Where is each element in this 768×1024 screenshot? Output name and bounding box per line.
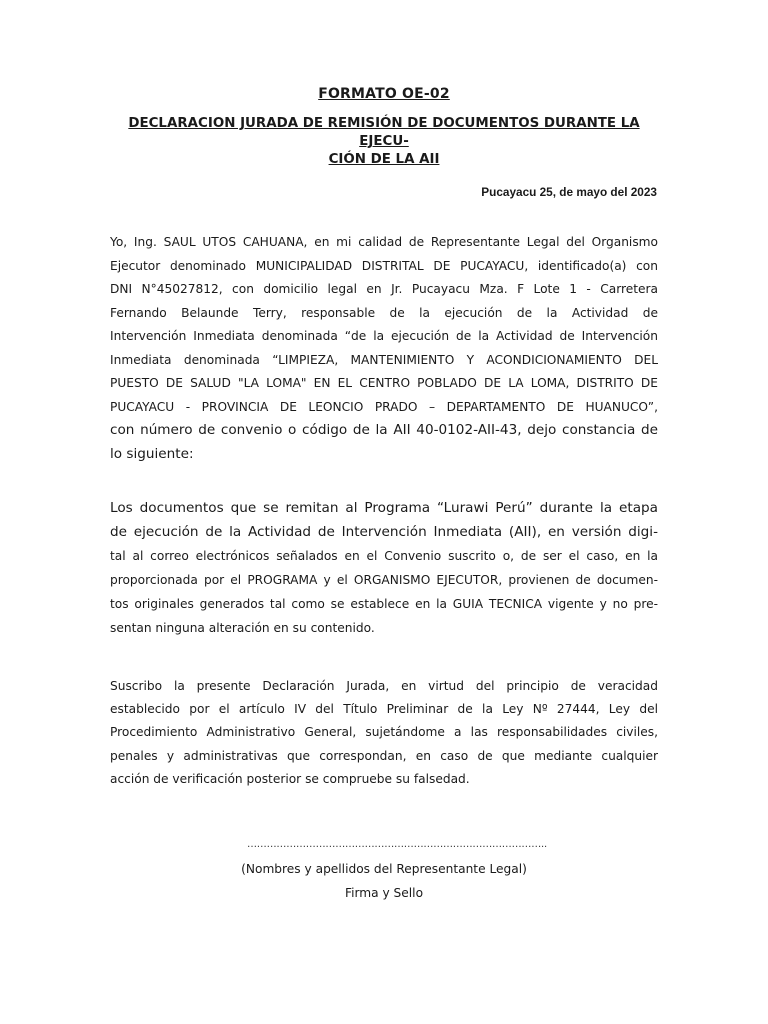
paragraph-line: con número de convenio o código de la AII 40-0102-AII-43, dejo constancia de	[110, 422, 658, 438]
paragraph-line: Suscribo la presente Declaración Jurada, en virtud del principio de veracidad	[110, 679, 658, 693]
paragraph-line: Procedimiento Administrativo General, sujetándome a las responsabilidades civiles,	[110, 725, 658, 740]
date-line: Pucayacu 25, de mayo del 2023	[481, 185, 657, 199]
format-title: FORMATO OE-02	[318, 86, 450, 102]
signature-name-caption: (Nombres y apellidos del Representante Legal)	[241, 862, 527, 876]
paragraph-line: tos originales generados tal como se establece en la GUIA TECNICA vigente y no pre-	[110, 597, 658, 611]
paragraph-line: DNI N°45027812, con domicilio legal en Jr. Pucayacu Mza. F Lote 1 - Carretera	[110, 282, 658, 296]
paragraph-line: proporcionada por el PROGRAMA y el ORGANISMO EJECUTOR, provienen de documen-	[110, 573, 658, 587]
paragraph-line: establecido por el artículo IV del Título Preliminar de la Ley Nº 27444, Ley del	[110, 702, 658, 717]
paragraph-line: Intervención Inmediata denominada “de la ejecución de la Actividad de Intervención	[110, 329, 658, 343]
paragraph-line: Ejecutor denominado MUNICIPALIDAD DISTRITAL DE PUCAYACU, identificado(a) con	[110, 258, 658, 273]
paragraph-line: tal al correo electrónicos señalados en el Convenio suscrito o, de ser el caso, en la	[110, 549, 658, 563]
paragraph-line: Inmediata denominada “LIMPIEZA, MANTENIMIENTO Y ACONDICIONAMIENTO DEL	[110, 352, 658, 367]
paragraph-subscription	[110, 675, 658, 791]
paragraph-line: Yo, Ing. SAUL UTOS CAHUANA, en mi calidad de Representante Legal del Organismo	[110, 235, 658, 249]
declaration-title-line2: CIÓN DE LA AII	[328, 152, 440, 167]
paragraph-line: lo siguiente:	[110, 445, 194, 462]
paragraph-line: sentan ninguna alteración en su contenido.	[110, 621, 375, 635]
signature-firma-caption: Firma y Sello	[344, 886, 424, 900]
paragraph-line: Fernando Belaunde Terry, responsable de la ejecución de la Actividad de	[110, 305, 658, 320]
paragraph-line: Los documentos que se remitan al Programa “Lurawi Perú” durante la etapa	[110, 500, 658, 516]
signature-line: ………………………………………………………………………………..	[247, 839, 547, 850]
paragraph-line: acción de verificación posterior se compruebe su falsedad.	[110, 771, 470, 786]
paragraph-declarant	[110, 231, 658, 466]
declaration-title-line1: DECLARACION JURADA DE REMISIÓN DE DOCUMENTOS DURANTE LA EJECU-	[128, 116, 640, 149]
paragraph-line: de ejecución de la Actividad de Intervención Inmediata (AII), en versión digi-	[110, 524, 658, 540]
paragraph-line: PUCAYACU - PROVINCIA DE LEONCIO PRADO – DEPARTAMENTO DE HUANUCO”,	[110, 399, 658, 414]
paragraph-documents	[110, 496, 658, 640]
paragraph-line: PUESTO DE SALUD "LA LOMA" EN EL CENTRO POBLADO DE LA LOMA, DISTRITO DE	[110, 376, 658, 390]
declaration-title	[110, 115, 658, 169]
paragraph-line: penales y administrativas que correspondan, en caso de que mediante cualquier	[110, 748, 658, 763]
